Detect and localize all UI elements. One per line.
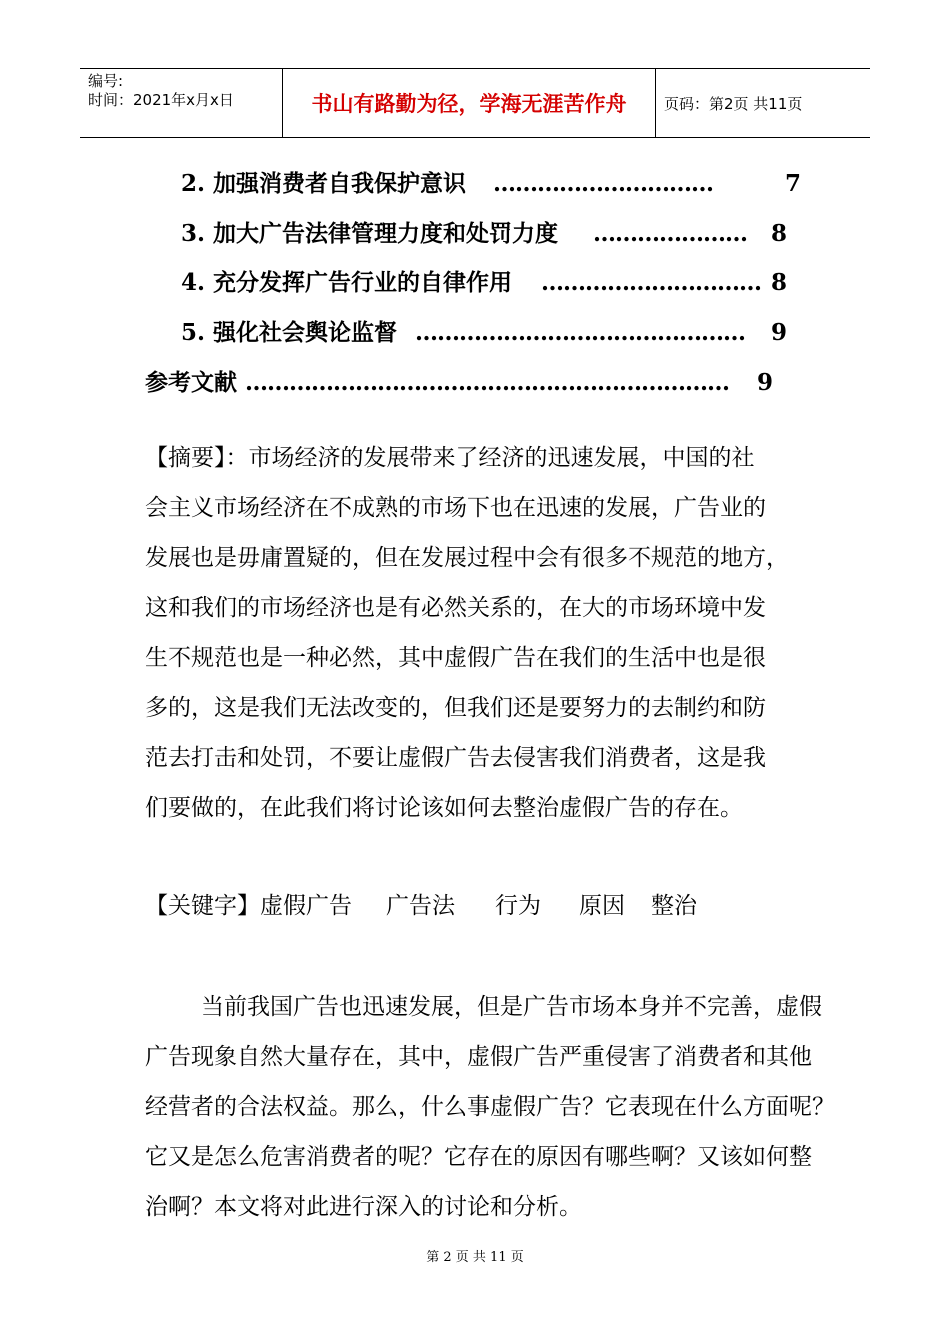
intro-line: 经营者的合法权益。那么，什么事虚假广告？它表现在什么方面呢？ bbox=[145, 1094, 835, 1120]
keyword: 整治 bbox=[651, 893, 697, 919]
keyword: 原因 bbox=[579, 893, 625, 919]
header-page-info: 页码：第2页 共11页 bbox=[664, 94, 803, 113]
keywords-label: 【关键字】 bbox=[145, 893, 260, 919]
toc-entry bbox=[145, 368, 774, 398]
intro-line: 它又是怎么危害消费者的呢？它存在的原因有哪些啊？又该如何整 bbox=[145, 1144, 812, 1170]
toc-entry-title: 3. 加大广告法律管理力度和处罚力度 bbox=[181, 220, 559, 247]
toc-entry-leader: ………………………………………………………… bbox=[245, 369, 729, 396]
page-header bbox=[80, 68, 870, 138]
toc-entry bbox=[181, 318, 788, 348]
toc-entry-page: 8 bbox=[771, 220, 788, 247]
abstract-line: 多的，这是我们无法改变的，但我们还是要努力的去制约和防 bbox=[145, 695, 766, 721]
keyword: 行为 bbox=[495, 893, 541, 919]
abstract-line: 们要做的，在此我们将讨论该如何去整治虚假广告的存在。 bbox=[145, 795, 743, 821]
toc-entry-title: 4. 充分发挥广告行业的自律作用 bbox=[181, 269, 513, 296]
abstract-line: 这和我们的市场经济也是有必然关系的，在大的市场环境中发 bbox=[145, 595, 766, 621]
toc-entry-leader: ………………………… bbox=[493, 170, 713, 197]
abstract-line: 生不规范也是一种必然，其中虚假广告在我们的生活中也是很 bbox=[145, 645, 766, 671]
abstract-line: 范去打击和处罚，不要让虚假广告去侵害我们消费者，这是我 bbox=[145, 745, 766, 771]
toc-entry-title: 2. 加强消费者自我保护意识 bbox=[181, 170, 467, 197]
toc-entry bbox=[181, 219, 788, 249]
toc-entry-leader: ………………………… bbox=[541, 269, 761, 296]
abstract-paragraph bbox=[145, 433, 825, 833]
serial-label: 编号: bbox=[88, 72, 124, 90]
toc-entry-leader: ………………… bbox=[593, 220, 747, 247]
keyword: 广告法 bbox=[386, 893, 455, 919]
intro-line: 广告现象自然大量存在，其中，虚假广告严重侵害了消费者和其他 bbox=[145, 1044, 812, 1070]
intro-line: 当前我国广告也迅速发展，但是广告市场本身并不完善，虚假 bbox=[201, 994, 822, 1020]
page-footer: 第 2 页 共 11 页 bbox=[426, 1250, 524, 1265]
toc-entry-page: 9 bbox=[757, 369, 774, 396]
keyword: 虚假广告 bbox=[260, 893, 352, 919]
keywords-line bbox=[145, 886, 697, 926]
toc-entry-leader: ……………………………………… bbox=[415, 319, 745, 346]
toc-entry-title: 参考文献 bbox=[145, 369, 237, 396]
toc-entry-page: 8 bbox=[771, 269, 788, 296]
abstract-line: 发展也是毋庸置疑的，但在发展过程中会有很多不规范的地方， bbox=[145, 545, 789, 571]
toc-entry bbox=[181, 268, 788, 298]
toc-entry-page: 9 bbox=[771, 319, 788, 346]
toc-entry-title: 5. 强化社会舆论监督 bbox=[181, 319, 398, 346]
time-label: 时间：2021年x月x日 bbox=[88, 91, 234, 109]
abstract-line: 【摘要】：市场经济的发展带来了经济的迅速发展，中国的社 bbox=[145, 445, 755, 471]
intro-line: 治啊？本文将对此进行深入的讨论和分析。 bbox=[145, 1194, 582, 1220]
abstract-line: 会主义市场经济在不成熟的市场下也在迅速的发展，广告业的 bbox=[145, 495, 766, 521]
header-meta bbox=[80, 69, 283, 137]
header-motto: 书山有路勤为径，学海无涯苦作舟 bbox=[283, 69, 656, 137]
intro-paragraph bbox=[145, 982, 835, 1232]
toc-entry-page: 7 bbox=[785, 170, 802, 197]
toc-entry bbox=[181, 169, 802, 199]
